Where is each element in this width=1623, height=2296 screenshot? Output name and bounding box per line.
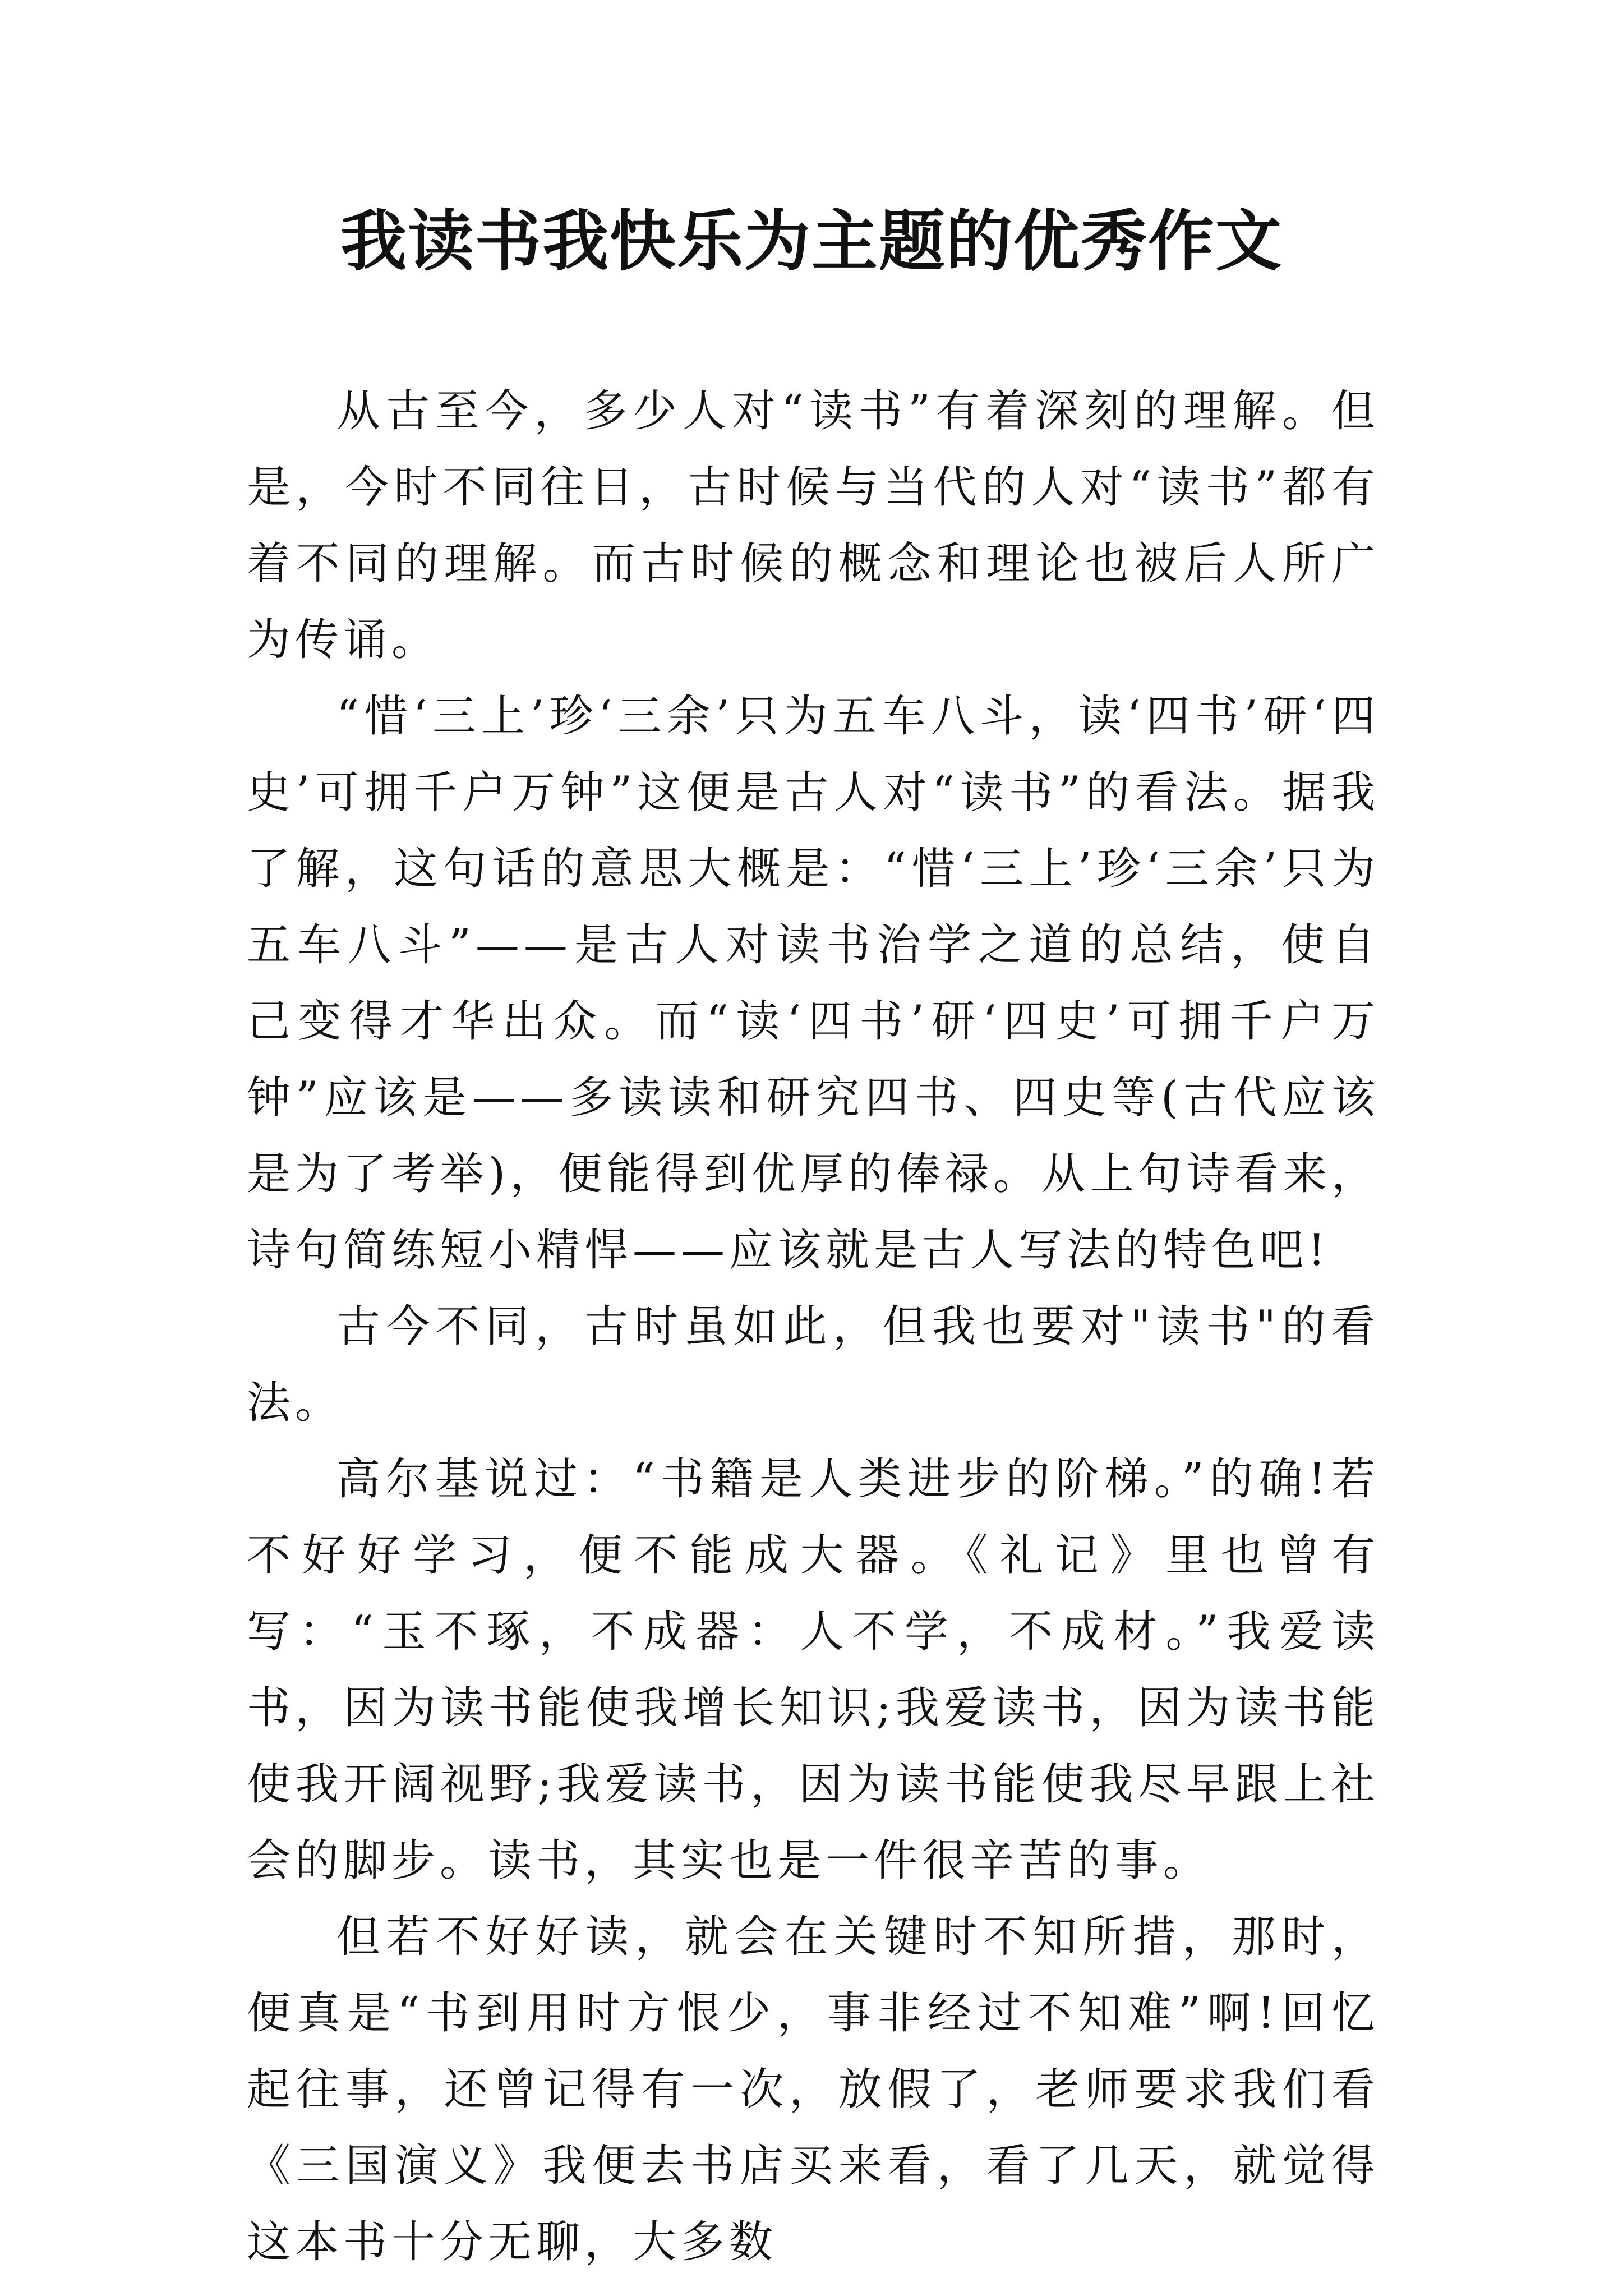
document-title: 我读书我快乐为主题的优秀作文 [340, 202, 1283, 280]
document-body [247, 373, 1380, 2280]
paragraph-4: 高尔基说过：“书籍是人类进步的阶梯。”的确!若不好好学习，便不能成大器。《礼记》里也曾有写：“玉不琢，不成器：人不学，不成材。”我爱读书，因为读书能使我增长知识;我爱读书，因为读书能使我开阔视野;我爱读书，因为读书能使我尽早跟上社会的脚步。读书，其实也是一件很辛苦的事。 [247, 1454, 1380, 1886]
paragraph-2: “惜‘三上’珍‘三余’只为五车八斗，读‘四书’研‘四史’可拥千户万钟”这便是古人对“读书”的看法。据我了解，这句话的意思大概是：“惜‘三上’珍‘三余’只为五车八斗”——是古人对读书治学之道的总结，使自己变得才华出众。而“读‘四书’研‘四史’可拥千户万钟”应该是——多读读和研究四书、四史等(古代应该是为了考举)，便能得到优厚的俸禄。从上句诗看来，诗句简练短小精悍——应该就是古人写法的特色吧! [247, 691, 1380, 1276]
paragraph-3: 古今不同，古时虽如此，但我也要对"读书"的看法。 [247, 1301, 1380, 1428]
paragraph-1: 从古至今，多少人对“读书”有着深刻的理解。但是，今时不同往日，古时候与当代的人对“读书”都有着不同的理解。而古时候的概念和理论也被后人所广为传诵。 [247, 386, 1380, 665]
paragraph-5: 但若不好好读，就会在关键时不知所措，那时，便真是“书到用时方恨少，事非经过不知难”啊!回忆起往事，还曾记得有一次，放假了，老师要求我们看《三国演义》我便去书店买来看，看了几天，就觉得这本书十分无聊，大多数 [247, 1912, 1380, 2267]
